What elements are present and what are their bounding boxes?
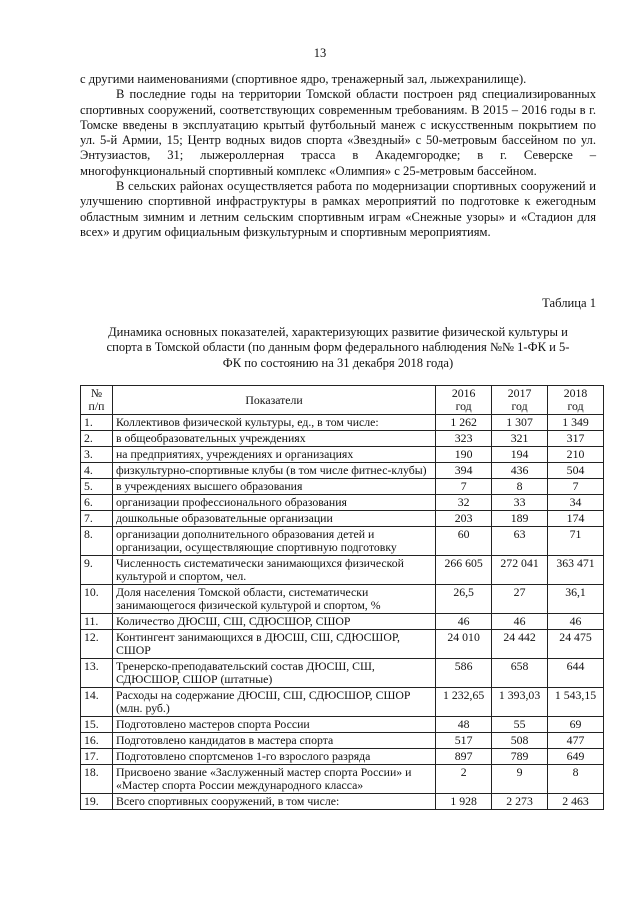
value-2018: 174 [548, 511, 604, 527]
table-row [81, 717, 604, 733]
value-2016: 517 [436, 733, 492, 749]
value-2017: 189 [492, 511, 548, 527]
table-row [81, 733, 604, 749]
header-year-2018 [548, 386, 604, 415]
header-2016-line2: год [455, 399, 472, 413]
row-indicator: Присвоено звание «Заслуженный мастер спорта России» и «Мастер спорта России международного класса» [112, 765, 435, 794]
value-2017: 321 [492, 431, 548, 447]
value-2016: 7 [436, 479, 492, 495]
row-number: 4. [81, 463, 113, 479]
value-2018: 363 471 [548, 556, 604, 585]
value-2018: 210 [548, 447, 604, 463]
row-indicator: Расходы на содержание ДЮСШ, СШ, СДЮСШОР, СШОР (млн. руб.) [112, 688, 435, 717]
table-row [81, 614, 604, 630]
row-indicator: на предприятиях, учреждениях и организациях [112, 447, 435, 463]
header-2016-line1: 2016 [451, 386, 476, 400]
value-2016: 46 [436, 614, 492, 630]
value-2018: 46 [548, 614, 604, 630]
row-indicator: Тренерско-преподавательский состав ДЮСШ, СШ, СДЮСШОР, СШОР (штатные) [112, 659, 435, 688]
value-2016: 394 [436, 463, 492, 479]
value-2017: 8 [492, 479, 548, 495]
row-indicator: Подготовлено кандидатов в мастера спорта [112, 733, 435, 749]
value-2017: 2 273 [492, 794, 548, 810]
row-indicator: в учреждениях высшего образования [112, 479, 435, 495]
row-number: 17. [81, 749, 113, 765]
header-number-line2: п/п [88, 399, 105, 413]
value-2018: 71 [548, 527, 604, 556]
row-number: 15. [81, 717, 113, 733]
value-2017: 789 [492, 749, 548, 765]
row-number: 18. [81, 765, 113, 794]
value-2018: 1 349 [548, 415, 604, 431]
table-row [81, 447, 604, 463]
table-row [81, 463, 604, 479]
value-2016: 190 [436, 447, 492, 463]
value-2018: 36,1 [548, 585, 604, 614]
value-2016: 60 [436, 527, 492, 556]
table-row [81, 415, 604, 431]
table-row [81, 556, 604, 585]
header-number-line1: № [90, 386, 103, 400]
value-2017: 1 393,03 [492, 688, 548, 717]
row-indicator: физкультурно-спортивные клубы (в том числе фитнес-клубы) [112, 463, 435, 479]
table-row [81, 794, 604, 810]
value-2017: 63 [492, 527, 548, 556]
paragraph: В последние годы на территории Томской области построен ряд специализированных спортивных сооружений, соответствующих современным требованиям. В 2015 – 2016 годы в г. Томске введены в эксплуатацию крытый футбольный манеж с искусственным покрытием по ул. 5-й Армии, 15; Центр водных видов спорта «Звездный» с 50-метровым бассейном по ул. Энтузиастов, 31; лыжероллерная трасса в Академгородке; в г. Северске – многофункциональный спортивный комплекс «Олимпия» с 25-метровым бассейном. [80, 87, 596, 178]
value-2016: 24 010 [436, 630, 492, 659]
table-row [81, 688, 604, 717]
header-2018-line1: 2018 [563, 386, 588, 400]
row-indicator: Численность систематически занимающихся физической культурой и спортом, чел. [112, 556, 435, 585]
row-indicator: организации профессионального образования [112, 495, 435, 511]
header-year-2016 [436, 386, 492, 415]
table-row [81, 479, 604, 495]
value-2018: 477 [548, 733, 604, 749]
table-row [81, 495, 604, 511]
table-row [81, 630, 604, 659]
row-number: 7. [81, 511, 113, 527]
table-row [81, 511, 604, 527]
value-2018: 69 [548, 717, 604, 733]
value-2017: 33 [492, 495, 548, 511]
row-indicator: Доля населения Томской области, систематически занимающегося физической культурой и спортом, % [112, 585, 435, 614]
value-2017: 9 [492, 765, 548, 794]
header-number [81, 386, 113, 415]
table-row [81, 765, 604, 794]
value-2016: 323 [436, 431, 492, 447]
paragraph: с другими наименованиями (спортивное ядро, тренажерный зал, лыжехранилище). [80, 72, 527, 86]
value-2018: 644 [548, 659, 604, 688]
value-2017: 1 307 [492, 415, 548, 431]
row-number: 13. [81, 659, 113, 688]
row-number: 16. [81, 733, 113, 749]
row-number: 5. [81, 479, 113, 495]
page-number: 13 [313, 46, 327, 60]
table-row [81, 585, 604, 614]
row-indicator: Контингент занимающихся в ДЮСШ, СШ, СДЮСШОР, СШОР [112, 630, 435, 659]
row-indicator: дошкольные образовательные организации [112, 511, 435, 527]
value-2017: 24 442 [492, 630, 548, 659]
indicators-table [80, 385, 604, 810]
row-number: 6. [81, 495, 113, 511]
table-label: Таблица 1 [542, 296, 596, 310]
header-year-2017 [492, 386, 548, 415]
value-2018: 649 [548, 749, 604, 765]
row-indicator: Количество ДЮСШ, СШ, СДЮСШОР, СШОР [112, 614, 435, 630]
table-header-row [81, 386, 604, 415]
row-number: 10. [81, 585, 113, 614]
table-row [81, 431, 604, 447]
row-number: 11. [81, 614, 113, 630]
row-number: 3. [81, 447, 113, 463]
header-indicator: Показатели [112, 386, 435, 415]
header-2017-line2: год [511, 399, 528, 413]
value-2017: 27 [492, 585, 548, 614]
value-2017: 508 [492, 733, 548, 749]
row-indicator: Подготовлено спортсменов 1-го взрослого разряда [112, 749, 435, 765]
row-indicator: Всего спортивных сооружений, в том числе: [112, 794, 435, 810]
value-2016: 1 232,65 [436, 688, 492, 717]
value-2016: 26,5 [436, 585, 492, 614]
row-number: 14. [81, 688, 113, 717]
table-row [81, 527, 604, 556]
value-2018: 317 [548, 431, 604, 447]
table-row [81, 749, 604, 765]
value-2016: 897 [436, 749, 492, 765]
row-indicator: организации дополнительного образования детей и организации, осуществляющие спортивную подготовку [112, 527, 435, 556]
table-caption: Динамика основных показателей, характеризующих развитие физической культуры и спорта в Томской области (по данным форм федерального наблюдения №№ 1-ФК и 5-ФК по состоянию на 31 декабря 2018 года) [106, 325, 570, 370]
row-number: 8. [81, 527, 113, 556]
value-2016: 48 [436, 717, 492, 733]
value-2016: 2 [436, 765, 492, 794]
value-2017: 436 [492, 463, 548, 479]
value-2017: 194 [492, 447, 548, 463]
row-indicator: Подготовлено мастеров спорта России [112, 717, 435, 733]
value-2016: 1 928 [436, 794, 492, 810]
value-2018: 24 475 [548, 630, 604, 659]
value-2017: 272 041 [492, 556, 548, 585]
value-2016: 586 [436, 659, 492, 688]
row-number: 19. [81, 794, 113, 810]
value-2016: 266 605 [436, 556, 492, 585]
value-2018: 8 [548, 765, 604, 794]
row-number: 2. [81, 431, 113, 447]
value-2018: 34 [548, 495, 604, 511]
row-number: 12. [81, 630, 113, 659]
value-2016: 1 262 [436, 415, 492, 431]
value-2016: 203 [436, 511, 492, 527]
row-indicator: в общеобразовательных учреждениях [112, 431, 435, 447]
body-text [80, 72, 596, 240]
value-2018: 1 543,15 [548, 688, 604, 717]
row-number: 1. [81, 415, 113, 431]
value-2018: 2 463 [548, 794, 604, 810]
row-indicator: Коллективов физической культуры, ед., в том числе: [112, 415, 435, 431]
header-2017-line1: 2017 [507, 386, 532, 400]
value-2017: 658 [492, 659, 548, 688]
value-2018: 504 [548, 463, 604, 479]
table-row [81, 659, 604, 688]
value-2017: 55 [492, 717, 548, 733]
value-2017: 46 [492, 614, 548, 630]
value-2018: 7 [548, 479, 604, 495]
row-number: 9. [81, 556, 113, 585]
paragraph: В сельских районах осуществляется работа по модернизации спортивных сооружений и улучшению спортивной инфраструктуры в рамках мероприятий по подготовке к ежегодным областным зимним и летним сельским спортивным играм «Снежные узоры» и «Стадион для всех» и другим официальным физкультурным и спортивным мероприятиям. [80, 179, 596, 239]
header-2018-line2: год [567, 399, 584, 413]
value-2016: 32 [436, 495, 492, 511]
